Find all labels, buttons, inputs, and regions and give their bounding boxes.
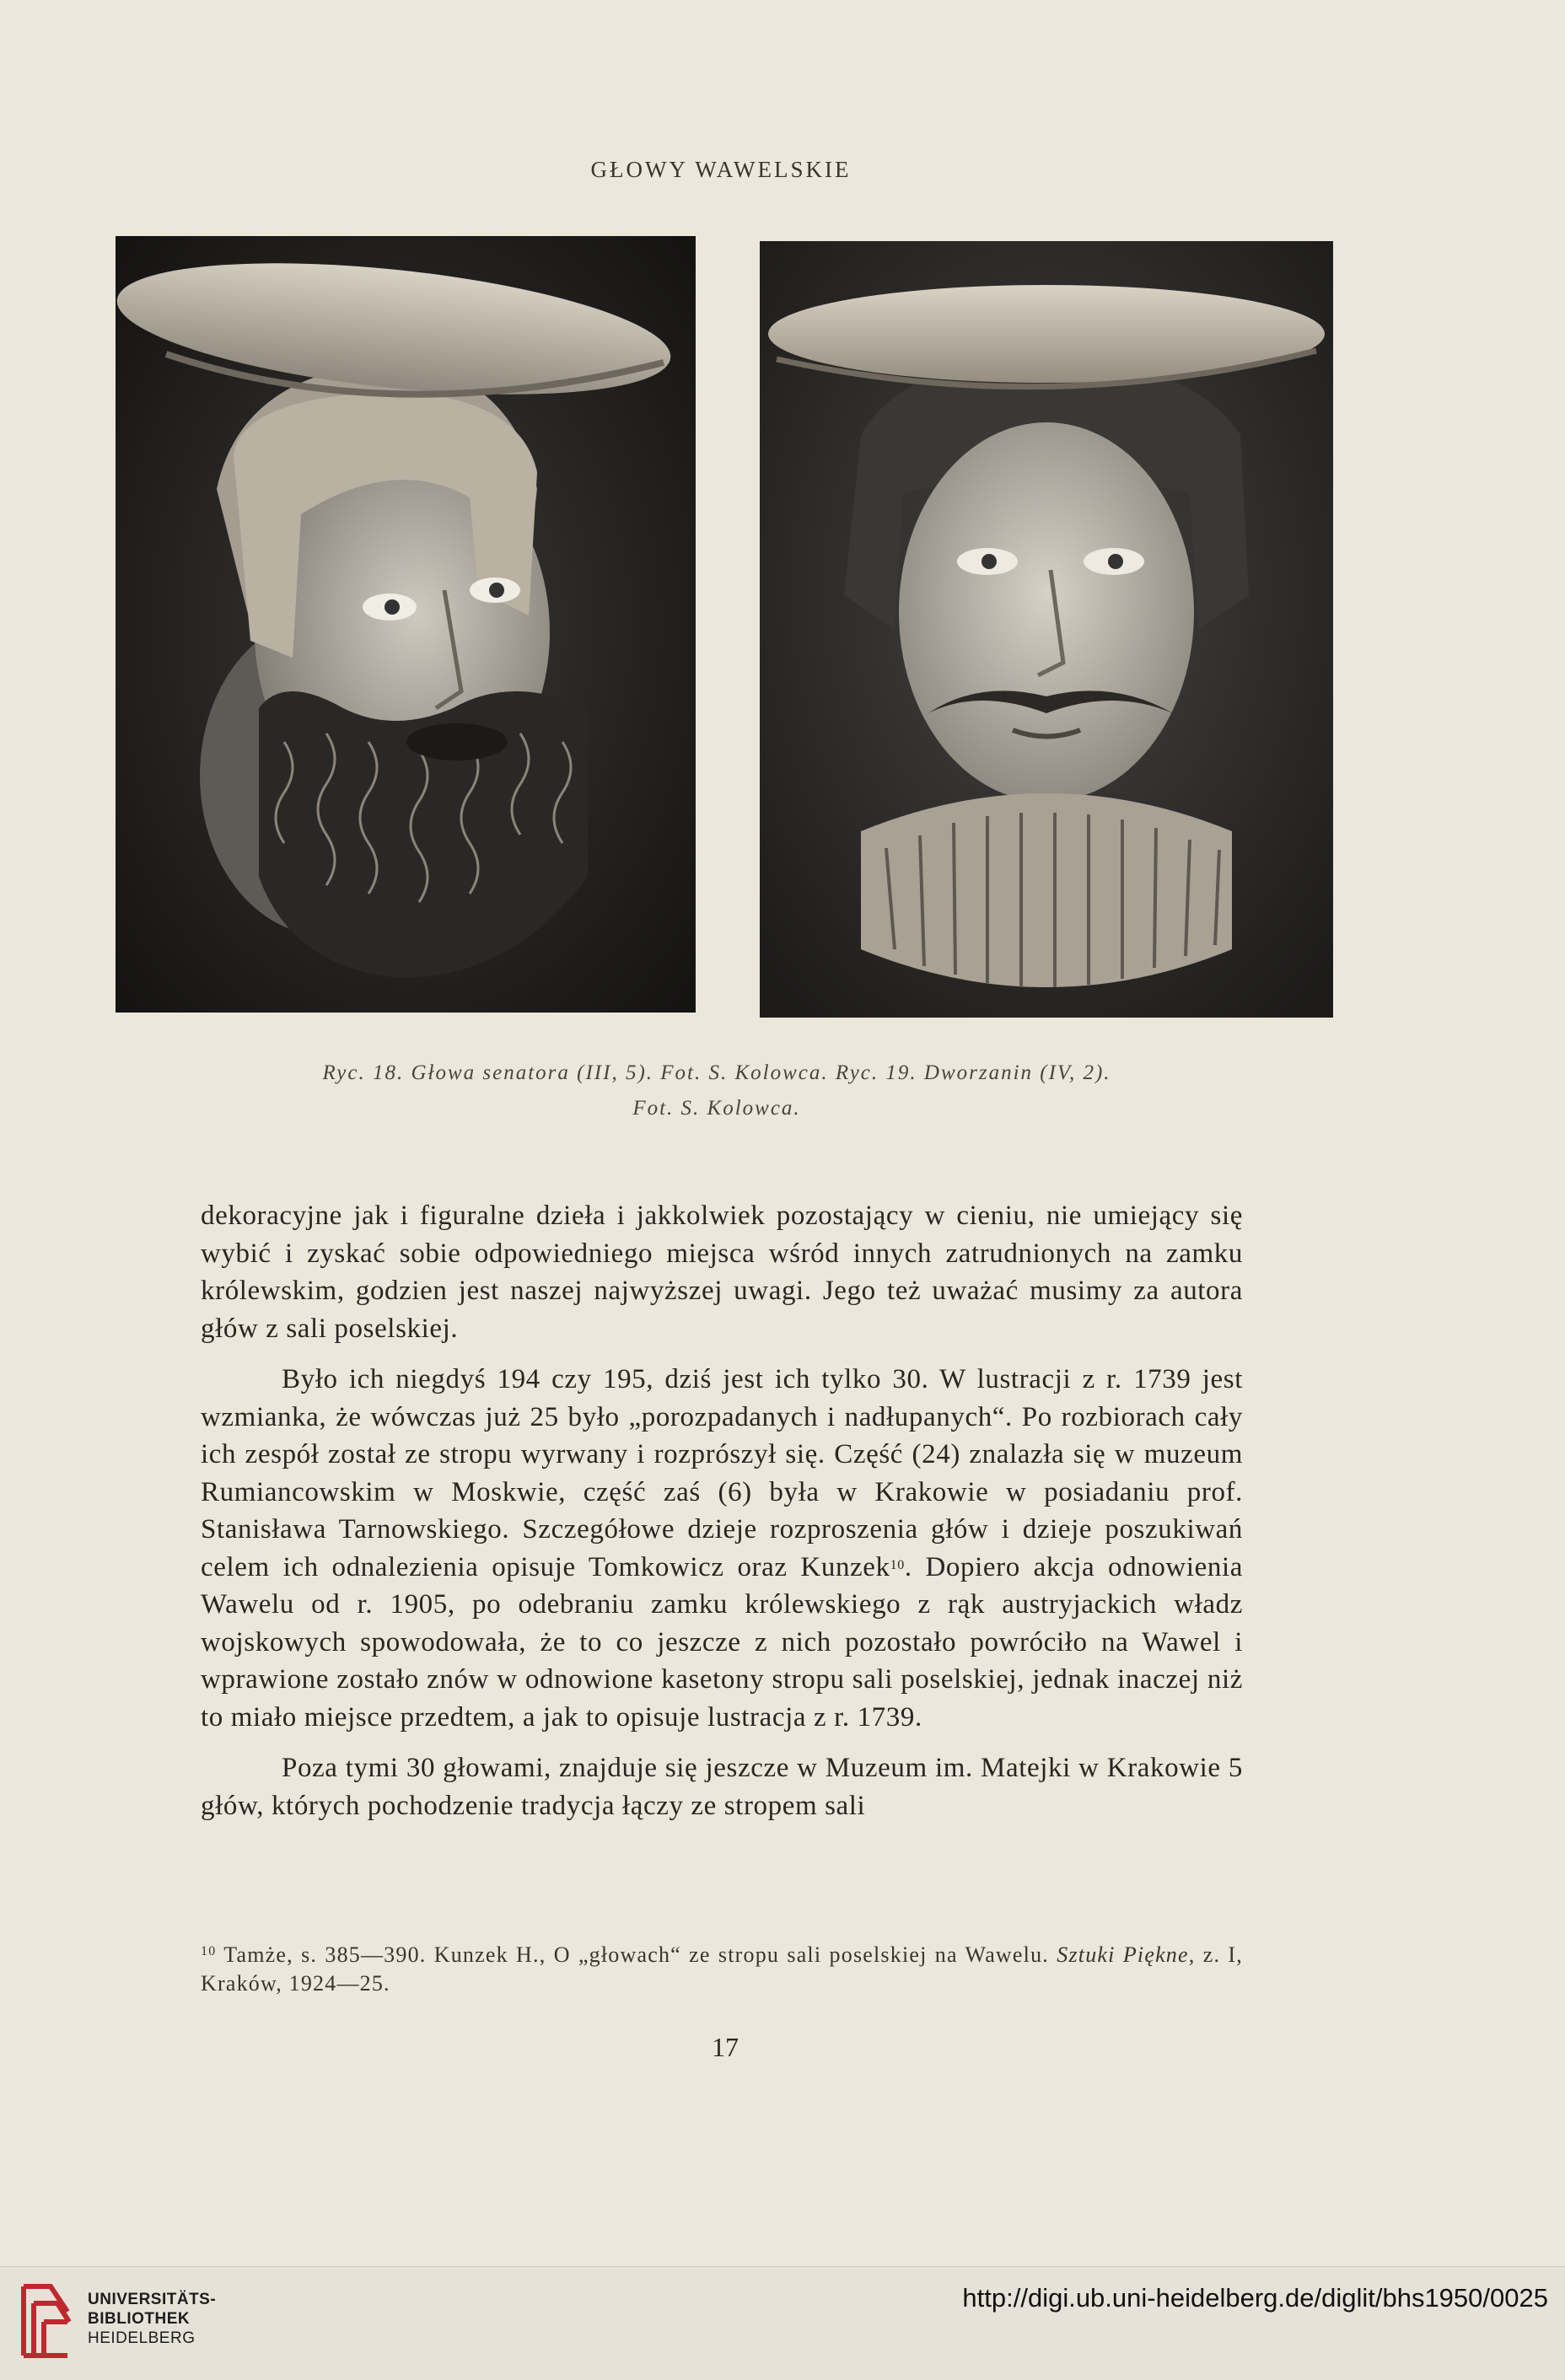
- footnote-number: 10: [201, 1944, 217, 1958]
- page-number: 17: [712, 2032, 739, 2062]
- running-head: GŁOWY WAWELSKIE: [590, 157, 852, 182]
- figure-caption-line-1: Ryc. 18. Głowa senatora (III, 5). Fot. S. Kolowca. Ryc. 19. Dworzanin (IV, 2).: [322, 1061, 1111, 1084]
- footnote-reference: 10: [890, 1557, 905, 1572]
- library-name-line-1: UNIVERSITÄTS-: [88, 2291, 217, 2308]
- footnote-text-a: Tamże, s. 385—390. Kunzek H., O „głowach“ ze stropu sali poselskiej na Wawelu.: [223, 1942, 1057, 1967]
- ub-heidelberg-logo-icon: [17, 2278, 76, 2364]
- paragraph-2-text-a: Było ich niegdyś 194 czy 195, dziś jest ich tylko 30. W lustracji z r. 1739 jest wzmianka, że wówczas już 25 było „porozpadanych i nadłupanych“. Po rozbiorach cały ich zespół został ze stropu wyrwany i rozprószył się. Część (24) znalazła się w muzeum Rumiancowskim w Moskwie, część zaś (6) była w Krakowie w posiadaniu prof. Stanisława Tarnowskiego. Szczegółowe dzieje rozproszenia głów i dzieje poszukiwań celem ich odnalezienia opisuje Tomkowicz oraz Kunzek: [201, 1364, 1243, 1582]
- library-name: [88, 2290, 216, 2348]
- paragraph-3: Poza tymi 30 głowami, znajduje się jeszcze w Muzeum im. Matejki w Krakowie 5 głów, których pochodzenie tradycja łączy ze stropem sali: [201, 1753, 1243, 1821]
- library-name-line-3: HEIDELBERG: [88, 2329, 196, 2347]
- footnote-text-b: z. I, Kraków, 1924—25.: [201, 1942, 1243, 1996]
- paragraph-1: dekoracyjne jak i figuralne dzieła i jakkolwiek pozostający w cieniu, nie umiejący się wybić i zyskać sobie odpowiedniego miejsca wśród innych zatrudnionych na zamku królewskim, godzien jest naszej najwyższej uwagi. Jego też uważać musimy za autora głów z sali poselskiej.: [201, 1201, 1243, 1344]
- figure-18-photo: [116, 236, 696, 1013]
- library-name-line-2: BIBLIOTHEK: [88, 2310, 191, 2328]
- figure-caption-line-2: Fot. S. Kolowca.: [632, 1097, 801, 1120]
- figure-19-photo: [760, 241, 1333, 1018]
- footnote: [201, 1941, 1243, 1998]
- paragraph-2-text-b: . Dopiero akcja odnowienia Wawelu od r. 1905, po odebraniu zamku królewskiego z rąk austryjackich władz wojskowych spowodowała, że to co jeszcze z nich pozostało powróciło na Wawel i wprawione zostało znów w odnowione kasetony stropu sali poselskiej, jednak inaczej niż to miało miejsce przedtem, a jak to opisuje lustracja z r. 1739.: [201, 1551, 1243, 1733]
- body-text: [201, 1197, 1243, 1824]
- paragraph-2: [201, 1361, 1243, 1736]
- source-url-link[interactable]: http://digi.ub.uni-heidelberg.de/diglit/bhs1950/0025: [962, 2283, 1548, 2313]
- footnote-italic-title: Sztuki Piękne,: [1057, 1942, 1196, 1967]
